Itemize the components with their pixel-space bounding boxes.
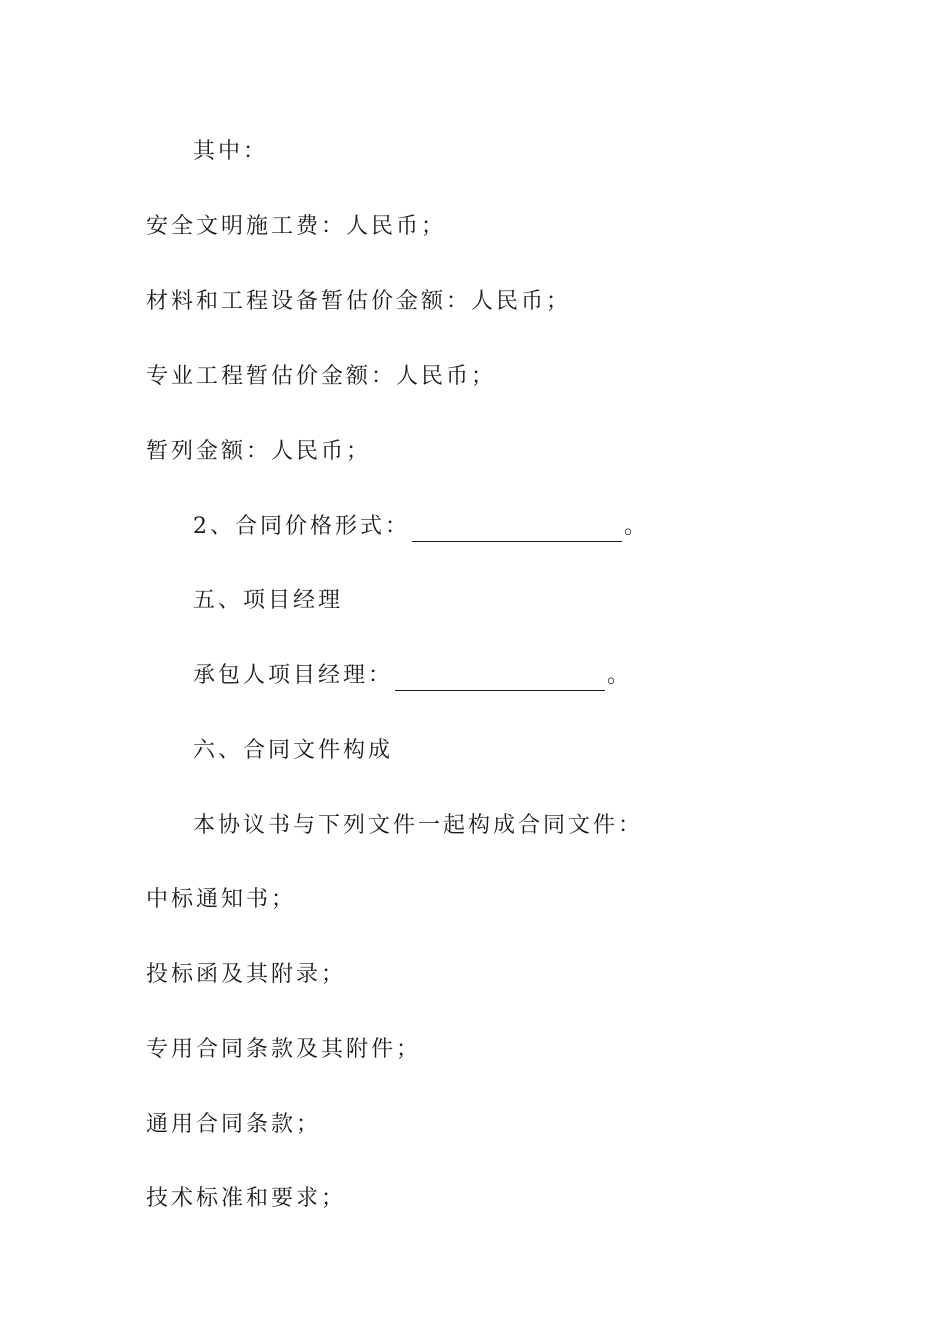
list-item-award-notice: 中标通知书； [146, 887, 297, 912]
contract-price-form-line [193, 512, 649, 542]
section-heading-project-manager: 五、项目经理 [193, 588, 344, 613]
project-manager-blank[interactable] [395, 668, 605, 691]
project-manager-line [193, 661, 632, 691]
contract-price-form-blank[interactable] [412, 519, 622, 542]
contract-price-form-end: 。 [624, 514, 650, 539]
contract-price-form-label: 2、合同价格形式： [193, 514, 410, 539]
text-anquan-wenming-fee: 安全文明施工费：人民币； [146, 214, 447, 239]
text-zanlie-amount: 暂列金额：人民币； [146, 439, 372, 464]
project-manager-label: 承包人项目经理： [193, 663, 394, 688]
list-item-special-terms: 专用合同条款及其附件； [146, 1037, 422, 1062]
text-agreement-intro: 本协议书与下列文件一起构成合同文件： [193, 813, 644, 838]
text-zhuanye-estimate: 专业工程暂估价金额：人民币； [146, 364, 497, 389]
section-heading-contract-documents: 六、合同文件构成 [193, 738, 394, 763]
text-qizhong: 其中： [193, 139, 269, 164]
text-cailiao-estimate: 材料和工程设备暂估价金额：人民币； [146, 289, 572, 314]
list-item-bid-letter: 投标函及其附录； [146, 962, 347, 987]
project-manager-end: 。 [607, 663, 633, 688]
list-item-general-terms: 通用合同条款； [146, 1112, 322, 1137]
list-item-technical-standards: 技术标准和要求； [146, 1186, 347, 1211]
